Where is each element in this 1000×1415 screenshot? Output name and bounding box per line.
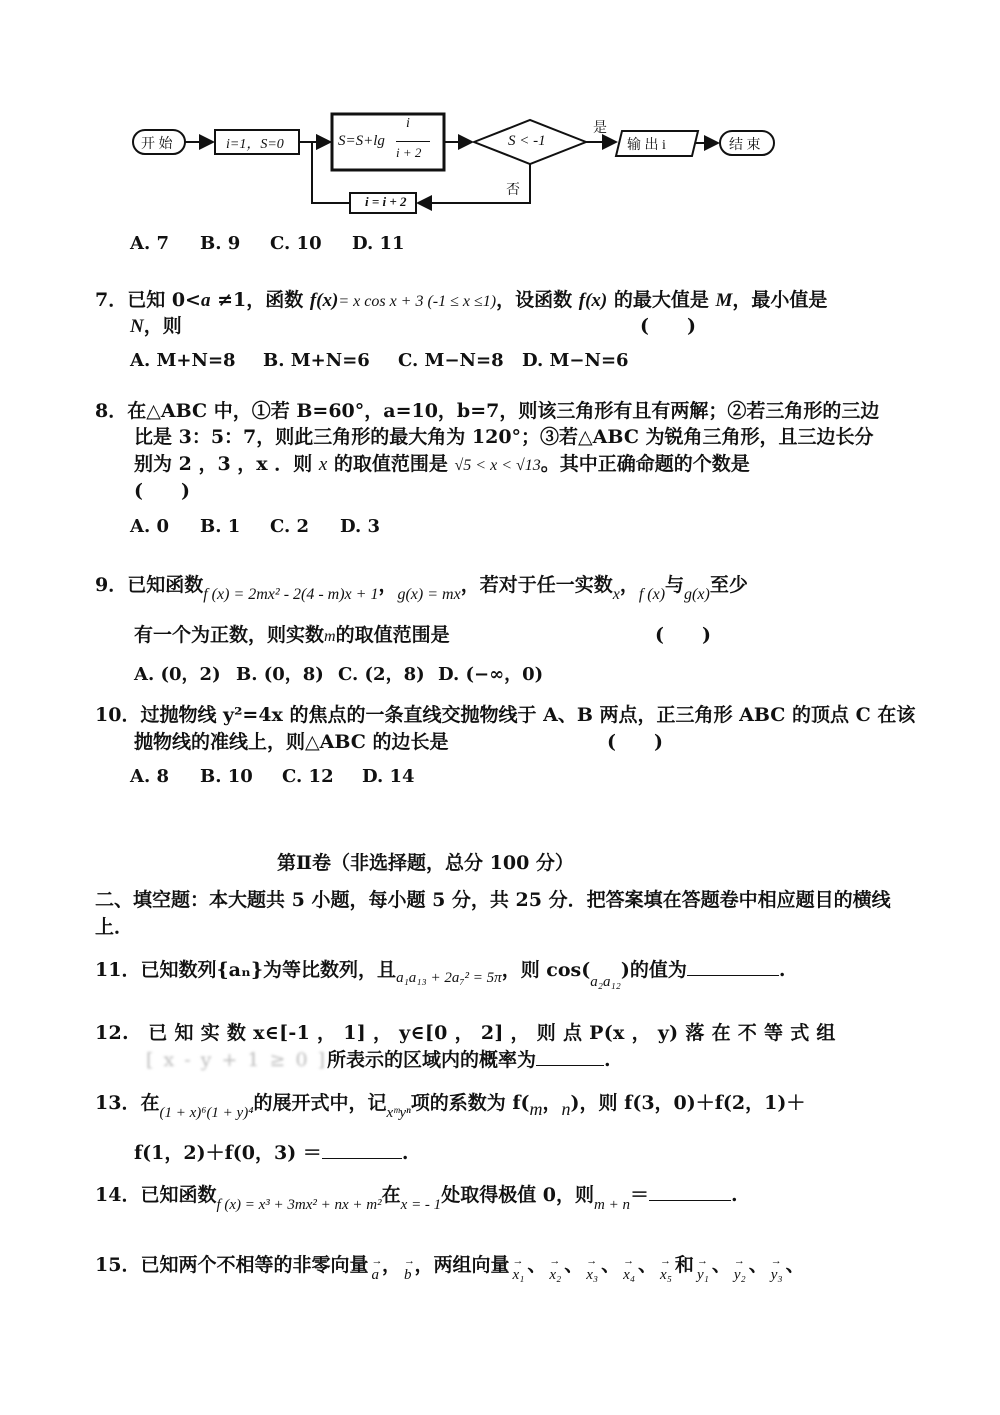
q6-option-b[interactable]: B. 9 bbox=[200, 233, 241, 254]
q9-line2: 有一个为正数，则实数m的取值范围是 bbox=[134, 624, 450, 646]
flow-increment-label: i = i + 2 bbox=[365, 194, 407, 209]
q7-option-b[interactable]: B. M+N=6 bbox=[263, 350, 370, 371]
flow-condition-label: S < -1 bbox=[508, 133, 546, 149]
q10-option-a[interactable]: A. 8 bbox=[130, 766, 170, 787]
q7-option-c[interactable]: C. M−N=8 bbox=[398, 350, 504, 371]
q13-line1: 13．在$_{(1 + x)^6(1 + y)^4}$的展开式中，记$_{xᵐy^n}$项的系数为 f(m，n)，则 f(3，0)＋f(2，1)＋ bbox=[95, 1092, 806, 1121]
vector-x3: → x₃ bbox=[586, 1267, 598, 1284]
q10-line1: 10．过抛物线 y²=4x 的焦点的一条直线交抛物线于 A、B 两点，正三角形 ABC 的顶点 C 在该 bbox=[95, 704, 916, 726]
section2-intro-line1: 二、填空题：本大题共 5 小题，每小题 5 分，共 25 分．把答案填在答题卷中相应题目的横线 bbox=[95, 889, 891, 911]
vector-x5: → x₅ bbox=[660, 1267, 672, 1284]
q10-line2: 抛物线的准线上，则△ABC 的边长是 bbox=[134, 731, 449, 753]
q8-line2: 比是 3：5：7，则此三角形的最大角为 120°；③若△ABC 为锐角三角形，且三边长分 bbox=[134, 426, 874, 448]
vector-x2: → x₂ bbox=[549, 1267, 561, 1284]
q8-line3: 别为 2 ，3 ，x ．则 x 的取值范围是 √5 < x < √13。其中正确命题的个数是 bbox=[134, 453, 750, 475]
q10-answer-paren: ( ) bbox=[607, 731, 663, 753]
q9-option-c[interactable]: C. (2，8) bbox=[338, 664, 425, 685]
section2-intro-line2: 上． bbox=[95, 916, 134, 938]
q8-answer-paren: ( ) bbox=[134, 480, 190, 502]
q15-line: 15．已知两个不相等的非零向量→ a ，→ b ，两组向量→ x₁ 、→ x₂ 、→ x₃ 、→ x₄ 、→ x₅ 和→ y₁ 、→ y₂ 、→ y₃ 、 bbox=[95, 1250, 805, 1277]
q14-answer-blank[interactable] bbox=[649, 1200, 731, 1201]
q6-option-d[interactable]: D. 11 bbox=[352, 233, 405, 254]
vector-x4: → x₄ bbox=[623, 1267, 635, 1284]
q7-answer-paren: ( ) bbox=[640, 315, 696, 337]
q8-option-b[interactable]: B. 1 bbox=[200, 516, 241, 537]
q12-answer-blank[interactable] bbox=[536, 1065, 604, 1066]
vector-y1: → y₁ bbox=[697, 1267, 709, 1284]
q11-line: 11．已知数列{aₙ}为等比数列，且$_{a_1a_{13} + 2a_7^2 = 5\pi}$，则 $\cos(_{a_2a_{12}})$的值为 . bbox=[95, 959, 786, 990]
q12-line1: 12. 已 知 实 数 x∈[-1 ， 1] ， y∈[0 ， 2] ， 则 点 P(x ， y) 落 在 不 等 式 组 bbox=[95, 1022, 836, 1044]
q8-option-a[interactable]: A. 0 bbox=[130, 516, 170, 537]
q9-option-b[interactable]: B. (0，8) bbox=[236, 664, 324, 685]
q12-line2: [ x - y + 1 ≥ 0 ]所表示的区域内的概率为 . bbox=[146, 1049, 611, 1071]
flow-frac-den: i + 2 bbox=[396, 145, 422, 160]
section2-title: 第Ⅱ卷（非选择题，总分 100 分） bbox=[277, 852, 574, 874]
flow-frac-num: i bbox=[406, 116, 410, 131]
q9-option-a[interactable]: A. (0，2) bbox=[134, 664, 221, 685]
flow-end-label: 结 束 bbox=[729, 138, 761, 153]
vector-b: → b bbox=[404, 1267, 412, 1284]
q10-option-c[interactable]: C. 12 bbox=[282, 766, 334, 787]
q8-option-c[interactable]: C. 2 bbox=[270, 516, 310, 537]
flow-yes-label: 是 bbox=[593, 121, 607, 136]
flow-start-label: 开 始 bbox=[141, 137, 173, 152]
q12-blurred-inequality: [ x - y + 1 ≥ 0 ] bbox=[146, 1049, 328, 1071]
q10-option-b[interactable]: B. 10 bbox=[200, 766, 253, 787]
q6-option-c[interactable]: C. 10 bbox=[270, 233, 322, 254]
q7-option-a[interactable]: A. M+N=8 bbox=[130, 350, 236, 371]
flowchart-lines bbox=[0, 0, 1000, 230]
q7-line1: 7．已知 0<a ≠1，函数 f(x)= x cos x + 3 (-1 ≤ x ≤1)，设函数 f(x) 的最大值是 M，最小值是 bbox=[95, 289, 828, 311]
q8-option-d[interactable]: D. 3 bbox=[340, 516, 381, 537]
q13-line2: f(1，2)＋f(0，3) ＝ . bbox=[134, 1142, 409, 1164]
flow-init-label: i=1，S=0 bbox=[226, 137, 284, 152]
q10-option-d[interactable]: D. 14 bbox=[362, 766, 415, 787]
q7-option-d[interactable]: D. M−N=6 bbox=[522, 350, 629, 371]
q7-line2: N，则 bbox=[130, 315, 182, 337]
flow-no-label: 否 bbox=[506, 183, 520, 198]
vector-y2: → y₂ bbox=[734, 1267, 746, 1284]
vector-y3: → y₃ bbox=[771, 1267, 783, 1284]
q9-line1: 9．已知函数$_{f (x) = 2mx^2 - 2(4 - m)x + 1}$，$_{g(x) = mx}$，若对于任一实数$_x$，$_{f (x)}$与$_{g(x)}$至少 bbox=[95, 574, 748, 603]
flow-process-label: S=S+lg bbox=[338, 133, 385, 149]
q9-option-d[interactable]: D. (−∞，0) bbox=[438, 664, 544, 685]
q6-option-a[interactable]: A. 7 bbox=[130, 233, 170, 254]
flow-output-label: 输 出 i bbox=[627, 138, 666, 153]
q11-answer-blank[interactable] bbox=[687, 975, 779, 976]
vector-a: → a bbox=[371, 1267, 379, 1284]
vector-x1: → x₁ bbox=[512, 1267, 524, 1284]
q9-answer-paren: ( ) bbox=[655, 624, 711, 646]
q13-answer-blank[interactable] bbox=[322, 1158, 402, 1159]
q14-line: 14．已知函数$_{f (x) = x^3 + 3mx^2 + nx + m^2}$在$_{x = - 1}$处取得极值 0，则$_{m + n}$＝ . bbox=[95, 1184, 738, 1213]
q8-line1: 8．在△ABC 中，①若 B=60°，a=10，b=7，则该三角形有且有两解；②若三角形的三边 bbox=[95, 400, 880, 422]
